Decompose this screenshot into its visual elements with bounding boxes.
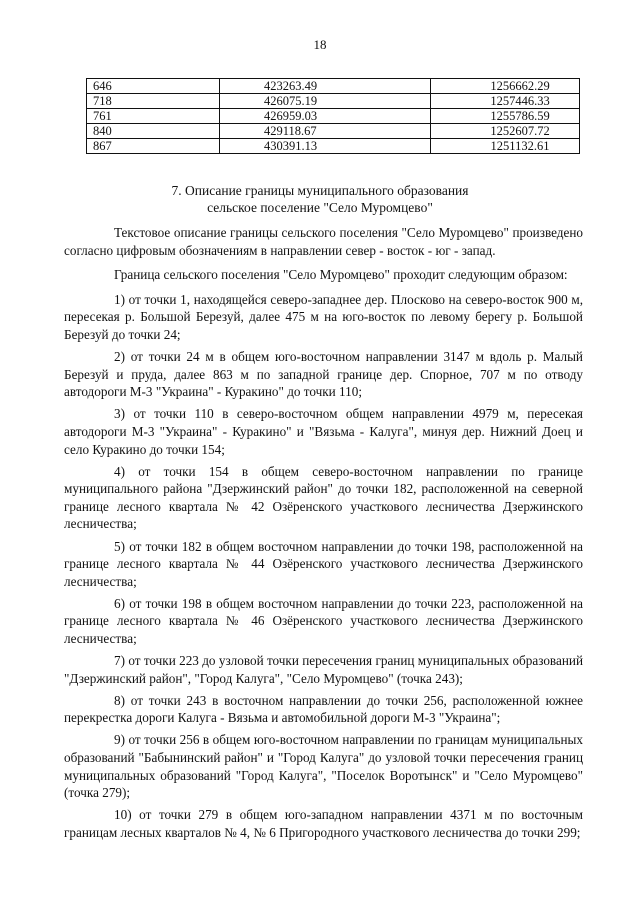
table-row	[87, 94, 580, 109]
table-cell-x: 426075.19	[220, 94, 431, 109]
paragraph: 2) от точки 24 м в общем юго-восточном направлении 3147 м вдоль р. Малый Березуй и пруда, далее 863 м по западной границе дер. Спорное, 707 м по отводу автодороги М-3 "Украина" - Куракино" до точки 110;	[64, 349, 583, 400]
table-cell-x: 429118.67	[220, 124, 431, 139]
paragraph: 5) от точки 182 в общем восточном направлении до точки 198, расположенной на границе лесного квартала № 44 Озёренского участкового лесничества Дзержинского лесничества;	[64, 538, 583, 589]
paragraph: 4) от точки 154 в общем северо-восточном направлении по границе муниципального района "Дзержинский район" до точки 182, расположенной на северной границе лесного квартала № 42 Озёренского участкового лесничества Дзержинского лесничества;	[64, 463, 583, 532]
paragraph: 6) от точки 198 в общем восточном направлении до точки 223, расположенной на границе лесного квартала № 46 Озёренского участкового лесничества Дзержинского лесничества;	[64, 595, 583, 646]
table-cell-y: 1251132.61	[431, 139, 580, 154]
paragraph: 3) от точки 110 в северо-восточном общем направлении 4979 м, пересекая автодороги М-3 "Украина" - Куракино" и "Вязьма - Калуга", минуя дер. Нижний Доец и село Куракино до точки 154;	[64, 406, 583, 457]
coordinates-table	[86, 78, 580, 154]
table-row	[87, 139, 580, 154]
paragraph: 8) от точки 243 в восточном направлении до точки 256, расположенной южнее перекрестка дороги Калуга - Вязьма и автомобильной дороги М-3 "Украина";	[64, 692, 583, 726]
table-cell-point: 867	[87, 139, 220, 154]
table-cell-y: 1256662.29	[431, 79, 580, 94]
paragraph: Текстовое описание границы сельского поселения "Село Муромцево" произведено согласно цифровым обозначениям в направлении север - восток - юг - запад.	[64, 225, 583, 258]
paragraph: 9) от точки 256 в общем юго-восточном направлении по границам муниципальных образований "Бабынинский район" и "Город Калуга" до узловой точки пересечения границ муниципальных образований "Город Калуга", "Поселок Воротынск" и "Село Муромцево" (точка 279);	[64, 732, 583, 801]
paragraph: 10) от точки 279 в общем юго-западном направлении 4371 м по восточным границам лесных кварталов № 4, № 6 Пригородного участкового лесничества до точки 299;	[64, 807, 583, 840]
table-cell-x: 426959.03	[220, 109, 431, 124]
table-cell-x: 430391.13	[220, 139, 431, 154]
paragraph: Граница сельского поселения "Село Муромцево" проходит следующим образом:	[114, 267, 568, 283]
section-title-line-2: сельское поселение "Село Муромцево"	[207, 200, 433, 215]
document-body	[64, 224, 583, 846]
table-row	[87, 109, 580, 124]
paragraph: 7) от точки 223 до узловой точки пересечения границ муниципальных образований "Дзержинский район", "Город Калуга", "Село Муромцево" (точка 243);	[64, 653, 583, 686]
section-title-line-1: 7. Описание границы муниципального образования	[171, 183, 469, 198]
table-cell-y: 1257446.33	[431, 94, 580, 109]
table-cell-point: 840	[87, 124, 220, 139]
table-cell-point: 761	[87, 109, 220, 124]
table-row	[87, 79, 580, 94]
section-heading	[60, 182, 580, 216]
paragraph: 1) от точки 1, находящейся северо-западнее дер. Плосково на северо-восток 900 м, пересекая р. Большой Березуй, далее 475 м на юго-восток по левому берегу р. Большой Березуй до точки 24;	[64, 291, 583, 342]
table-cell-y: 1252607.72	[431, 124, 580, 139]
table-cell-x: 423263.49	[220, 79, 431, 94]
page-number: 18	[313, 37, 327, 52]
table-cell-point: 646	[87, 79, 220, 94]
table-cell-point: 718	[87, 94, 220, 109]
table-row	[87, 124, 580, 139]
table-cell-y: 1255786.59	[431, 109, 580, 124]
